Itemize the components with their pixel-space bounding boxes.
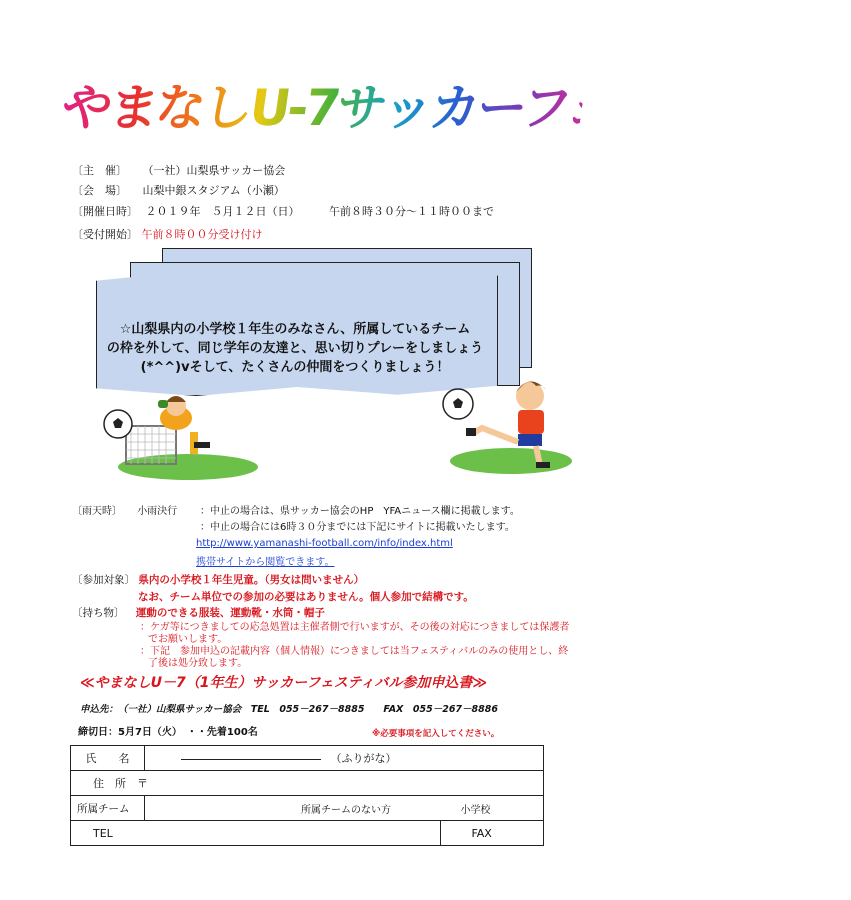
fax-label: FAX [471,826,492,840]
organizer-label: 〔主 催〕 [72,164,127,177]
items-note-1a: ：ケガ等につきましての応急処置は主催者側で行いますが、その後の対応につきましては保護者 [140,622,570,633]
form-row-contact [71,821,544,846]
tel-label: TEL [93,826,113,840]
banner-line-1: ☆山梨県内の小学校１年生のみなさん、所属しているチーム [119,322,471,337]
furigana-label: （ふりがな） [330,752,397,765]
date-row [72,205,494,219]
rain-note-1: ：中止の場合は、県サッカー協会のHP YFAニュース欄に掲載します。 [200,506,520,517]
school-label: 小学校 [460,804,491,816]
date-value: ２０１９年 ５月１２日（日） [145,205,300,218]
team-field[interactable] [145,796,544,821]
items-note-1 [140,622,569,646]
banner-line-2: の枠を外して、同じ学年の友達と、思い切りプレーをしましょう [106,341,484,356]
items-row [72,606,325,620]
venue-label: 〔会 場〕 [72,184,127,197]
rain-label: 〔雨天時〕 [72,506,122,517]
goalkeeper-icon [98,386,258,486]
organizer-value: （一社）山梨県サッカー協会 [142,164,286,177]
address-label: 住 所 〒 [93,777,148,790]
fax-field[interactable] [441,821,544,846]
rain-note-2: ：中止の場合には6時３０分までには下記にサイトに掲載いたします。 [200,522,515,533]
rain-policy: 小雨決行 [137,506,178,517]
organizer-row [72,164,285,178]
page-title: やまなしU-7サッカーフェスティバル [54,52,590,164]
eligibility-note: なお、チーム単位での参加の必要はありません。個人参加で結構です。 [138,591,474,603]
reception-row [72,228,263,242]
rain-row [72,505,177,519]
eligibility-label: 〔参加対象〕 [72,574,135,586]
form-row-name [71,746,544,771]
application-form-table [70,745,544,846]
reception-label: 〔受付開始〕 [72,228,138,241]
reception-value: 午前８時００分受け付け [141,228,263,241]
venue-value: 山梨中銀スタジアム（小瀬） [142,184,285,197]
name-label: 氏 名 [71,746,145,771]
mobile-site-link[interactable]: 携帯サイトから閲覧できます。 [196,557,335,568]
name-field[interactable] [145,746,544,771]
name-underline [181,759,321,760]
time-value: 午前８時３０分～１１時００まで [329,205,494,218]
apply-to: 申込先：（一社）山梨県サッカー協会 TEL 055－267－8885 FAX 055－267－8886 [80,704,498,715]
kicker-icon [432,362,582,480]
items-note-2a: ：下記 参加申込の記載内容（個人情報）につきましては当フェスティバルのみの使用とし、終 [140,646,569,657]
items-value: 運動のできる服装、運動靴・水筒・帽子 [135,607,325,619]
association-url-link[interactable]: http://www.yamanashi-football.com/info/index.html [196,538,453,549]
required-note: ※必要事項を記入してください。 [372,729,500,739]
date-label: 〔開催日時〕 [72,205,138,218]
items-note-1b: でお願いします。 [148,634,228,645]
banner-line-3: (*^^)vそして、たくさんの仲間をつくりましょう！ [140,360,450,375]
no-team-label: 所属チームのない方 [301,804,391,816]
items-note-2b: 了後は処分致します。 [148,658,248,669]
items-label: 〔持ち物〕 [72,607,125,619]
goalkeeper-illustration [98,386,258,486]
team-label: 所属チーム [71,796,145,821]
form-row-address [71,771,544,796]
address-field[interactable] [71,771,544,796]
kicker-illustration [432,362,582,480]
tel-field[interactable] [71,821,441,846]
items-note-2 [140,646,568,670]
form-row-team [71,796,544,821]
venue-row [72,184,285,198]
eligibility-row [72,573,364,587]
form-title: ≪やまなしU－7（1年生）サッカーフェスティバル参加申込書≫ [80,675,488,691]
eligibility-value: 県内の小学校１年生児童。（男女は問いません） [138,574,365,586]
deadline: 締切日：5月7日（火） ・・先着100名 [78,727,258,738]
